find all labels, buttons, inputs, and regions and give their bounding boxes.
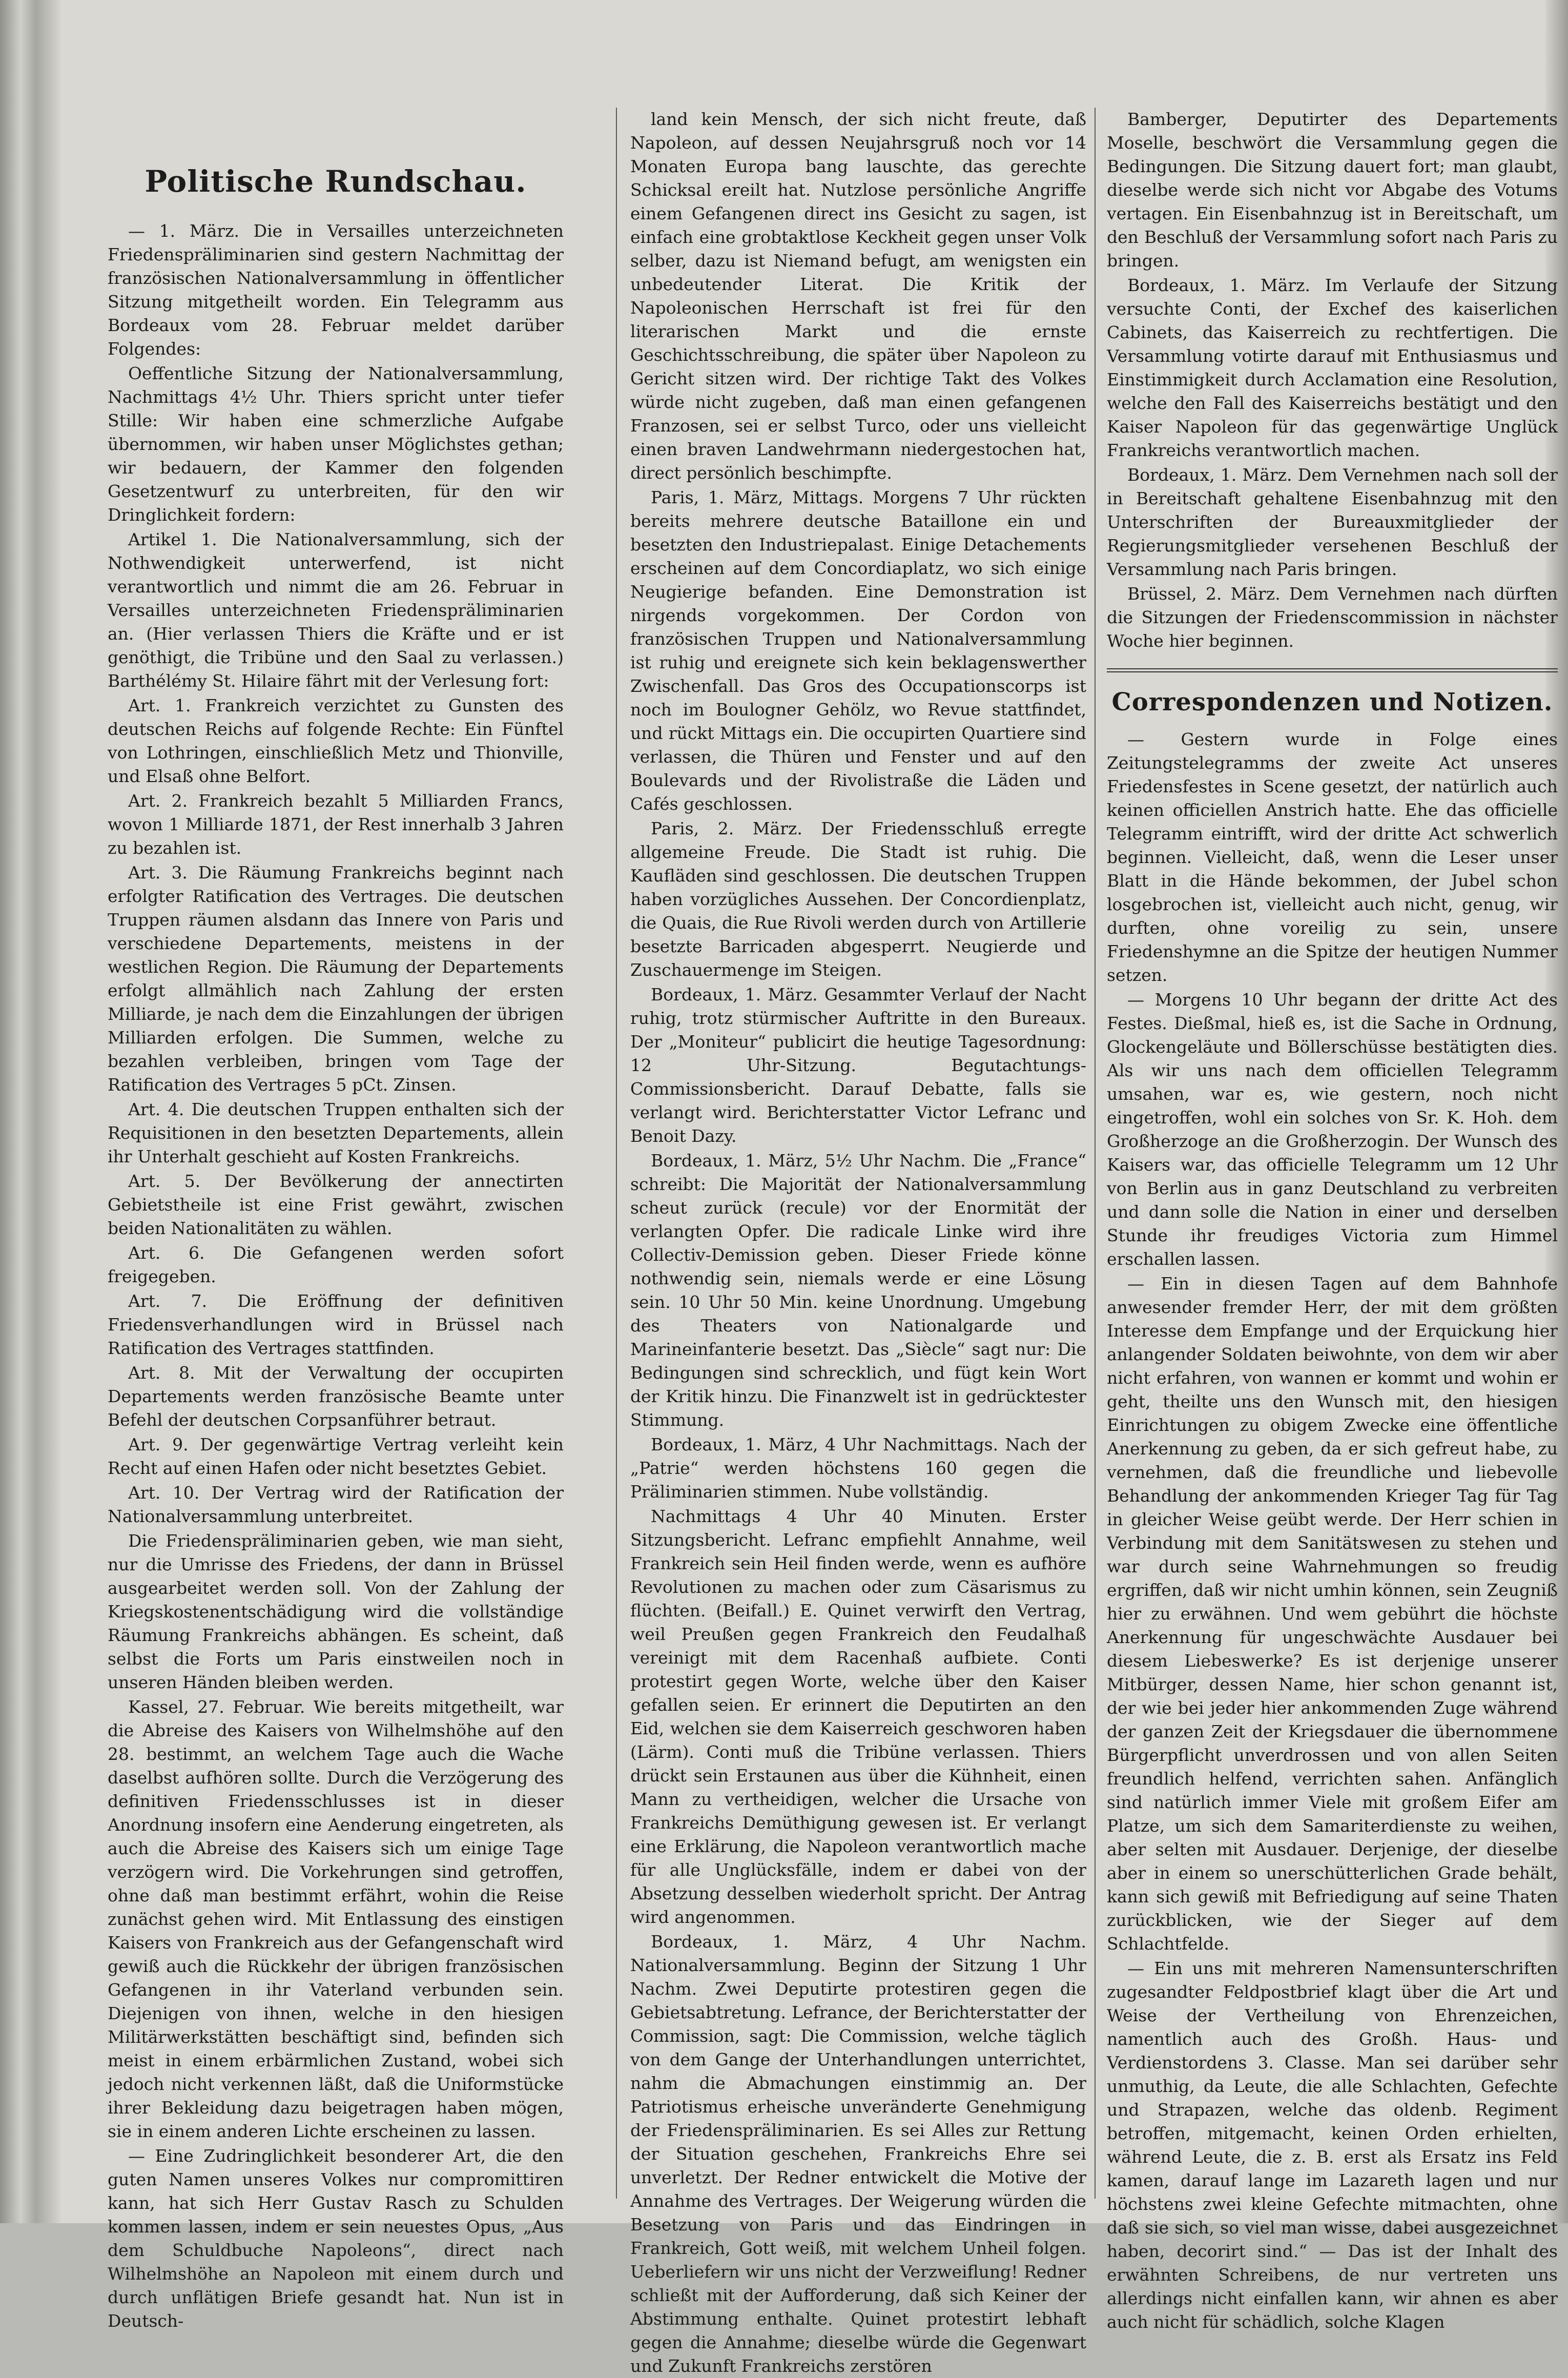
book-gutter: [0, 0, 60, 2223]
dispatch-bordeaux: Bordeaux, 1. März. Im Verlaufe der Sitzung versuchte Conti, der Exchef des kaiserlichen Cabinets, das Kaiserreich zu rechtfertigen. Die Versammlung votirte darauf mit Enthusiasmus und Einstimmigkeit durch Acclamation eine Resolution, welche den Fall des Kaiserreichs bestätigt und den Kaiser Napoleon für das gegenwärtige Unglück Frankreichs verantwortlich machen.: [1107, 275, 1558, 460]
dispatch-paris: Paris, 2. März. Der Friedensschluß erregte allgemeine Freude. Die Stadt ist ruhig. Die Kaufläden sind geschlossen. Die deutschen Truppen haben vorzügliches Aussehen. Der Concordienplatz, die Quais, die Rue Rivoli werden durch von Artillerie besetzte Barricaden abgesperrt. Neugierde und Zuschauermenge im Steigen.: [630, 818, 1086, 980]
column-3: [1107, 108, 1558, 2332]
newspaper-page: [77, 56, 1558, 2376]
dispatch-bordeaux: Bordeaux, 1. März, 4 Uhr Nachm. Nationalversammlung. Beginn der Sitzung 1 Uhr Nachm. Zwei Deputirte protestiren gegen die Gebietsabtretung. Lefrance, der Berichterstatter der Commission, sagt: Die Commission, welche täglich von dem Gange der Unterhandlungen unterrichtet, nahm die Abmachungen einstimmig an. Der Patriotismus erheische unveränderte Genehmigung der Friedenspräliminarien. Es sei Alles zur Rettung der Situation geschehen, Frankreichs Ehre sei unverletzt. Der Redner entwickelt die Motive der Annahme des Vertrages. Der Weigerung würden die Besetzung von Paris und das Eindringen in Frankreich, Gott weiß, mit welchem Unheil folgen. Ueberliefern wir uns nicht der Verzweiflung! Redner schließt mit der Aufforderung, daß sich Keiner der Abstimmung enthalte. Quinet protestirt lebhaft gegen die Annahme; dieselbe würde die Gegenwart und Zukunft Frankreichs zerstören: [630, 1932, 1086, 2376]
column-1: [108, 108, 564, 2331]
dispatch-bordeaux: Bordeaux, 1. März, 5½ Uhr Nachm. Die „France“ schreibt: Die Majorität der Nationalversammlung scheut zurück (recule) vor der Enormität der verlangten Opfer. Die radicale Linke wird ihre Collectiv-Demission geben. Dieser Friede könne nothwendig sein, niemals werde er eine Lösung sein. 10 Uhr 50 Min. keine Unordnung. Umgebung des Theaters von Nationalgarde und Marineinfanterie besetzt. Das „Siècle“ sagt nur: Die Bedingungen sind schrecklich, und fügt kein Wort der Kritik hinzu. Die Finanzwelt ist in gedrücktester Stimmung.: [630, 1151, 1086, 1430]
article-clause: Art. 7. Die Eröffnung der definitiven Friedensverhandlungen wird in Brüssel nach Ratification des Vertrages stattfinden.: [108, 1291, 564, 1358]
dispatch-bordeaux: Bordeaux, 1. März. Gesammter Verlauf der Nacht ruhig, trotz stürmischer Auftritte in den Bureaux. Der „Moniteur“ publicirt die heutige Tagesordnung: 12 Uhr-Sitzung. Begutachtungs-Commissionsbericht. Darauf Debatte, falls sie verlangt wird. Berichterstatter Victor Lefranc und Benoit Dazy.: [630, 985, 1086, 1146]
paragraph: — Eine Zudringlichkeit besonderer Art, die den guten Namen unseres Volkes nur compromittiren kann, hat sich Herr Gustav Rasch zu Schulden kommen lassen, indem er sein neuestes Opus, „Aus dem Schuldbuche Napoleons“, direct nach Wilhelmshöhe an Napoleon mit einem durch und durch unflätigen Briefe gesandt hat. Nun ist in Deutsch-: [108, 2146, 564, 2331]
article-clause: Art. 4. Die deutschen Truppen enthalten sich der Requisitionen in den besetzten Departements, allein ihr Unterhalt geschieht auf Kosten Frankreichs.: [108, 1099, 564, 1166]
article-clause: Art. 6. Die Gefangenen werden sofort freigegeben.: [108, 1243, 564, 1286]
article-clause: Art. 8. Mit der Verwaltung der occupirten Departements werden französische Beamte unter Befehl der deutschen Corpsanführer betraut.: [108, 1363, 564, 1430]
paragraph: — Morgens 10 Uhr begann der dritte Act des Festes. Dießmal, hieß es, ist die Sache in Ordnung, Glockengeläute und Böllerschüsse bestätigten dies. Als wir uns nach dem officiellen Telegramm umsahen, war es, wie gestern, noch nicht eingetroffen, wohl ein solches von Sr. K. Hoh. dem Großherzoge an die Großherzogin. Der Wunsch des Kaisers war, das officielle Telegramm um 12 Uhr von Berlin aus in ganz Deutschland zu verbreiten und dann solle die Nation in einer und derselben Stunde ihr freudiges Victoria zum Himmel erschallen lassen.: [1107, 990, 1558, 1269]
paragraph-kassel: Kassel, 27. Februar. Wie bereits mitgetheilt, war die Abreise des Kaisers von Wilhelmshöhe auf den 28. bestimmt, an welchem Tage auch die Wache daselbst aufhören sollte. Durch die Verzögerung des definitiven Friedensschlusses ist in dieser Anordnung insofern eine Aenderung eingetreten, als auch die Abreise des Kaisers sich um einige Tage verzögern wird. Die Vorkehrungen sind getroffen, ohne daß man bestimmt erfährt, wohin die Reise zunächst gehen wird. Mit Entlassung des einstigen Kaisers von Frankreich aus der Gefangenschaft wird gewiß auch die Rückkehr der übrigen französischen Gefangenen in ihr Vaterland verbunden sein. Diejenigen von ihnen, welche in den hiesigen Militärwerkstätten beschäftigt sind, befinden sich meist in einem erbärmlichen Zustand, wobei sich jedoch nicht verkennen läßt, daß die Uniformstücke ihrer Bekleidung dazu beigetragen haben mögen, sie in einem anderen Lichte erscheinen zu lassen.: [108, 1697, 564, 2141]
paragraph: Nachmittags 4 Uhr 40 Minuten. Erster Sitzungsbericht. Lefranc empfiehlt Annahme, weil Frankreich sein Heil finden werde, wenn es aufhöre Revolutionen zu machen oder zum Cäsarismus zu flüchten. (Beifall.) E. Quinet verwirft den Vertrag, weil Preußen gegen Frankreich den Feudalhaß vereinigt mit dem Racenhaß aufbiete. Conti protestirt gegen Worte, welche über den Kaiser gefallen seien. Er erinnert die Deputirten an den Eid, welchen sie dem Kaiserreich geschworen haben (Lärm). Conti muß die Tribüne verlassen. Thiers drückt sein Erstaunen aus über die Kühnheit, einen Mann zu vertheidigen, welcher die Ursache von Frankreichs Demüthigung gewesen ist. Er verlangt eine Erklärung, die Napoleon verantwortlich mache für alle Unglücksfälle, indem er dabei von der Absetzung desselben wiederholt spricht. Der Antrag wird angenommen.: [630, 1506, 1086, 1927]
paragraph: Artikel 1. Die Nationalversammlung, sich der Nothwendigkeit unterwerfend, ist nicht verantwortlich und nimmt die am 26. Februar in Versailles unterzeichneten Friedenspräliminarien an. (Hier verlassen Thiers die Kräfte und er ist genöthigt, die Tribüne und den Saal zu verlassen.) Barthélémy St. Hilaire fährt mit der Verlesung fort:: [108, 529, 564, 691]
dispatch-bordeaux: Bordeaux, 1. März. Dem Vernehmen nach soll der in Bereitschaft gehaltene Eisenbahnzug mit den Unterschriften der Bureauxmitglieder der Regierungsmitglieder versehenen Beschluß der Versammlung nach Paris bringen.: [1107, 465, 1558, 579]
paragraph: land kein Mensch, der sich nicht freute, daß Napoleon, auf dessen Neujahrsgruß noch vor 14 Monaten Europa bang lauschte, das gerechte Schicksal ereilt hat. Nutzlose persönliche Angriffe einem Gefangenen direct ins Gesicht zu sagen, ist einfach eine grobtaktlose Keckheit gegen unser Volk selber, dazu ist Niemand befugt, am wenigsten ein unbedeutender Literat. Die Kritik der Napoleonischen Herrschaft ist frei für den literarischen Markt und die ernste Geschichtsschreibung, die später über Napoleon zu Gericht sitzen wird. Der richtige Takt des Volkes würde nicht zugeben, daß man einen gefangenen Franzosen, sei er selbst Turco, oder uns vielleicht einen braven Landwehrmann niedergestochen hat, direct persönlich beschimpfte.: [630, 109, 1086, 483]
paragraph: — Gestern wurde in Folge eines Zeitungstelegramms der zweite Act unseres Friedensfestes in Scene gesetzt, der natürlich auch keinen officiellen Anstrich hatte. Ehe das officielle Telegramm eintrifft, wird der dritte Act schwerlich beginnen. Vielleicht, daß, wenn die Leser unser Blatt in die Hände bekommen, der Jubel schon losgebrochen ist, vielleicht auch nicht, genug, wir durften, ohne voreilig zu sein, unsere Friedenshymne an die Spitze der heutigen Nummer setzen.: [1107, 729, 1558, 985]
column-rule: [616, 108, 617, 2199]
article-clause: Art. 9. Der gegenwärtige Vertrag verleiht kein Recht auf einen Hafen oder nicht besetztes Gebiet.: [108, 1434, 564, 1478]
article-clause: Art. 3. Die Räumung Frankreichs beginnt nach erfolgter Ratification des Vertrages. Die deutschen Truppen räumen alsdann das Innere von Paris und verschiedene Departements, meistens in der westlichen Region. Die Räumung der Departements erfolgt allmählich nach Zahlung der ersten Milliarde, je nach dem die Einzahlungen der übrigen Milliarden erfolgen. Die Summen, welche zu bezahlen verbleiben, bringen vom Tage der Ratification des Vertrages 5 pCt. Zinsen.: [108, 863, 564, 1095]
paragraph: Bamberger, Deputirter des Departements Moselle, beschwört die Versammlung gegen die Bedingungen. Die Sitzung dauert fort; man glaubt, dieselbe werde sich nicht vor Abgabe des Votums vertagen. Ein Eisenbahnzug ist in Bereitschaft, um den Beschluß der Versammlung sofort nach Paris zu bringen.: [1107, 109, 1558, 271]
article-clause: Art. 1. Frankreich verzichtet zu Gunsten des deutschen Reichs auf folgende Rechte: Ein Fünftel von Lothringen, einschließlich Metz und Thionville, und Elsaß ohne Belfort.: [108, 695, 564, 786]
section-title-correspondenzen: Correspondenzen und Notizen.: [1111, 688, 1553, 716]
section-title-politische-rundschau: Politische Rundschau.: [145, 164, 527, 199]
column-2: [630, 108, 1086, 2376]
paragraph: Oeffentliche Sitzung der Nationalversammlung, Nachmittags 4½ Uhr. Thiers spricht unter tiefer Stille: Wir haben eine schmerzliche Aufgabe übernommen, wir haben unser Möglichstes gethan; wir bedauern, der Kammer den folgenden Gesetzentwurf zu unterbreiten, für den wir Dringlichkeit fordern:: [108, 363, 564, 525]
article-clause: Art. 10. Der Vertrag wird der Ratification der Nationalversammlung unterbreitet.: [108, 1483, 564, 1526]
article-clause: Art. 5. Der Bevölkerung der annectirten Gebietstheile ist eine Frist gewährt, zwischen beiden Nationalitäten zu wählen.: [108, 1171, 564, 1238]
paragraph: Die Friedenspräliminarien geben, wie man sieht, nur die Umrisse des Friedens, der dann in Brüssel ausgearbeitet werden soll. Von der Zahlung der Kriegskostenentschädigung wird die vollständige Räumung Frankreichs abhängen. Es scheint, daß selbst die Forts um Paris einstweilen noch in unseren Händen bleiben werden.: [108, 1531, 564, 1692]
column-rule: [1095, 108, 1096, 2199]
paragraph: — Ein uns mit mehreren Namensunterschriften zugesandter Feldpostbrief klagt über die Art und Weise der Vertheilung von Ehrenzeichen, namentlich auch des Großh. Haus- und Verdienstordens 3. Classe. Man sei darüber sehr unmuthig, da Leute, die alle Schlachten, Gefechte und Strapazen, welche das oldenb. Regiment betroffen, mitgemacht, keinen Orden erhielten, während Leute, die z. B. erst als Ersatz ins Feld kamen, darauf lange im Lazareth lagen und nur höchstens zwei kleine Gefechte mitmachten, ohne daß sie sich, so viel man wisse, dabei ausgezeichnet haben, decorirt sind.“ — Das ist der Inhalt des erwähnten Schreibens, de nur vertreten uns allerdings nicht einfallen kann, wir ahnen es aber auch nicht für schädlich, solche Klagen: [1107, 1958, 1558, 2332]
dispatch-bordeaux: Bordeaux, 1. März, 4 Uhr Nachmittags. Nach der „Patrie“ werden höchstens 160 gegen die Präliminarien stimmen. Nube vollständig.: [630, 1434, 1086, 1502]
article-clause: Art. 2. Frankreich bezahlt 5 Milliarden Francs, wovon 1 Milliarde 1871, der Rest innerhalb 3 Jahren zu bezahlen ist.: [108, 791, 564, 858]
paragraph: — 1. März. Die in Versailles unterzeichneten Friedenspräliminarien sind gestern Nachmittag der französischen Nationalversammlung in öffentlicher Sitzung mitgetheilt worden. Ein Telegramm aus Bordeaux vom 28. Februar meldet darüber Folgendes:: [108, 221, 564, 359]
section-divider: [1107, 668, 1558, 672]
dispatch-paris: Paris, 1. März, Mittags. Morgens 7 Uhr rückten bereits mehrere deutsche Bataillone ein und besetzten den Industriepalast. Einige Detachements erscheinen auf dem Concordiaplatz, wo sich einige Neugierige befanden. Eine Demonstration ist nirgends vorgekommen. Der Cordon von französischen Truppen und Nationalversammlung ist ruhig und ereignete sich kein beklagenswerther Zwischenfall. Das Gros des Occupationscorps ist noch im Boulogner Gehölz, wo Revue stattfindet, und rückt Mittags ein. Die occupirten Quartiere sind verlassen, die Thüren und Fenster und auf den Boulevards und der Rivolistraße die Läden und Cafés geschlossen.: [630, 487, 1086, 814]
paragraph: — Ein in diesen Tagen auf dem Bahnhofe anwesender fremder Herr, der mit dem größten Interesse dem Empfange und der Erquickung hier anlangender Soldaten beiwohnte, von dem wir aber nicht erfahren, von wannen er kommt und wohin er geht, theilte uns den Wunsch mit, den hiesigen Einrichtungen zu obigem Zwecke eine öffentliche Anerkennung zu geben, da er sich gefreut habe, zu vernehmen, daß die freundliche und liebevolle Behandlung der ankommenden Krieger Tag für Tag in gleicher Weise geübt werde. Der Herr schien in Verbindung mit dem Sanitätswesen zu stehen und war durch seine Wahrnehmungen so freudig ergriffen, daß wir nicht umhin können, sein Zeugniß hier zu erwähnen. Und wem gebührt die höchste Anerkennung für ungeschwächte Ausdauer bei diesem Liebeswerke? Es ist derjenige unserer Mitbürger, dessen Name, hier schon genannt ist, der wie bei jeder hier ankommenden Zuge während der ganzen Zeit der Kriegsdauer die übernommene Bürgerpflicht unverdrossen und von allen Seiten freundlich helfend, verrichten sahen. Anfänglich sind natürlich immer Viele mit großem Eifer am Platze, um sich dem Samariterdienste zu weihen, aber selten mit Ausdauer. Derjenige, der dieselbe aber in einem so unerschütterlichen Grade behält, kann sich gewiß mit Befriedigung auf seine Thaten zurückblicken, wie der Sieger auf dem Schlachtfelde.: [1107, 1274, 1558, 1954]
dispatch-bruessel: Brüssel, 2. März. Dem Vernehmen nach dürften die Sitzungen der Friedenscommission in nächster Woche hier beginnen.: [1107, 584, 1558, 651]
